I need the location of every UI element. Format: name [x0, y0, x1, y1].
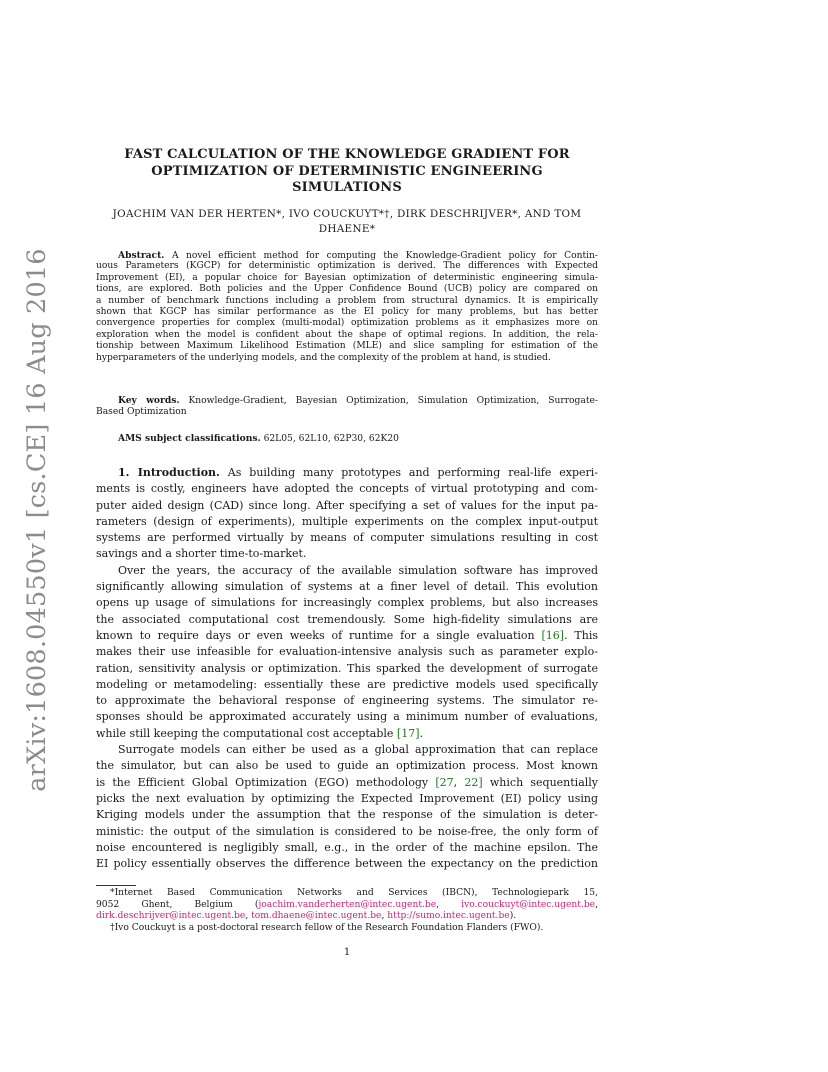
body-line: opens up usage of simulations for increasingly complex problems, but also increases [96, 596, 598, 610]
abstract-line: exploration when the model is confident about the shape of optimal regions. In addition, the rela- [96, 329, 598, 340]
abstract-line: a number of benchmark functions including a problem from structural dynamics. It is empirically [96, 295, 598, 306]
section-heading: 1. Introduction. [118, 466, 220, 479]
body-line: the associated computational cost tremendously. Some high-fidelity simulations are [96, 612, 598, 626]
arxiv-identifier: arXiv:1608.04550v1 [cs.CE] 16 Aug 2016 [22, 248, 52, 792]
body-line: significantly allowing simulation of systems at a finer level of detail. This evolution [96, 580, 598, 594]
body-text: known to require days or even weeks of runtime for a single evaluation [96, 628, 542, 642]
body-line: savings and a shorter time-to-market. [96, 547, 307, 561]
body-text: . This [564, 628, 599, 642]
ams-classification [118, 433, 399, 445]
body-line-with-citation [96, 726, 598, 742]
ams-label: AMS subject classifications. [118, 433, 261, 444]
email-link[interactable]: dirk.deschrijver@intec.ugent.be [96, 911, 246, 922]
footnote-line [96, 900, 598, 912]
title-line: OPTIMIZATION OF DETERMINISTIC ENGINEERING [151, 163, 543, 179]
body-text: while still keeping the computational cost acceptable [96, 726, 397, 740]
body-line: systems are performed virtually by means of computer simulations resulting in cost [96, 531, 598, 545]
keywords-text: Knowledge-Gradient, Bayesian Optimization, Simulation Optimization, Surrogate- [188, 396, 598, 406]
body-line: rameters (design of experiments), multiple experiments on the complex input-output [96, 514, 598, 528]
paper-title [96, 147, 598, 197]
title-line: SIMULATIONS [292, 180, 402, 195]
footnote-rule [96, 885, 136, 886]
citation-link[interactable]: [16] [541, 628, 565, 642]
citation-link[interactable]: 22] [464, 775, 483, 789]
ams-codes: 62L05, 62L10, 62P30, 62K20 [263, 434, 399, 444]
abstract-line: tions, are explored. Both policies and the Upper Confidence Bound (UCB) policy are compared on [96, 284, 598, 295]
title-line: FAST CALCULATION OF THE KNOWLEDGE GRADIENT FOR [124, 147, 570, 162]
body-text: , [453, 775, 465, 789]
intro-first-line [96, 465, 598, 481]
arxiv-sidebar [18, 248, 56, 792]
body-text: is the Efficient Global Optimization (EGO) methodology [96, 775, 436, 789]
author-line: JOACHIM VAN DER HERTEN*, IVO COUCKUYT*†, DIRK DESCHRIJVER*, AND TOM [112, 208, 582, 220]
abstract-label: Abstract. [118, 250, 165, 261]
body-line: ministic: the output of the simulation is considered to be noise-free, the only form of [96, 824, 598, 838]
footnotes [96, 888, 598, 934]
body-text: which sequentially [482, 775, 599, 789]
body-line: makes their use infeasible for evaluation-intensive analysis such as parameter explo- [96, 645, 598, 659]
email-link[interactable]: ivo.couckuyt@intec.ugent.be [461, 899, 596, 910]
abstract-line: shown that KGCP has similar performance as the EI policy for many problems, but has better [96, 306, 598, 317]
abstract [96, 250, 598, 364]
keywords-label: Key words. [118, 395, 180, 406]
abstract-line: hyperparameters of the underlying models, and the complexity of the problem at hand, is studied. [96, 352, 551, 363]
author-list [96, 207, 598, 237]
body-line: puter aided design (CAD) since long. After specifying a set of values for the input pa- [96, 498, 598, 512]
body-line: Surrogate models can either be used as a global approximation that can replace [118, 743, 598, 757]
footnote-separator: , [595, 899, 598, 910]
body-line-with-citation [96, 775, 598, 791]
citation-link[interactable]: [27 [435, 775, 454, 789]
abstract-first-line [96, 250, 598, 261]
footnote-separator: , [381, 911, 388, 922]
body-line: the simulator, but can also be used to guide an optimization process. Most known [96, 759, 598, 773]
page-number: 1 [343, 947, 351, 958]
citation-link[interactable]: [17] [396, 726, 420, 740]
footnote-separator: ). [509, 911, 517, 922]
author-line: DHAENE* [318, 223, 376, 235]
email-link[interactable]: tom.dhaene@intec.ugent.be [251, 911, 382, 922]
body-text: . [419, 726, 423, 740]
abstract-line: Improvement (EI), a popular choice for Bayesian optimization of deterministic engineering simula- [96, 272, 598, 283]
footnote-text: 9052 Ghent, Belgium ( [96, 899, 259, 910]
body-line: EI policy essentially observes the difference between the expectancy on the prediction [96, 857, 598, 871]
footnote-separator: , [436, 899, 462, 910]
keywords-line [96, 395, 598, 407]
body-line: modeling or metamodeling: essentially these are predictive models used specifically [96, 677, 598, 691]
abstract-text: A novel efficient method for computing the Knowledge-Gradient policy for Contin- [171, 251, 598, 261]
body-line: Kriging models under the assumption that the response of the simulation is deter- [96, 808, 598, 822]
footnote-line: *Internet Based Communication Networks and Services (IBCN), Technologiepark 15, [110, 888, 598, 898]
url-link[interactable]: http://sumo.intec.ugent.be [387, 911, 510, 922]
body-line: ration, sensitivity analysis or optimization. This sparked the development of surrogate [96, 661, 598, 675]
body-line: Over the years, the accuracy of the available simulation software has improved [118, 563, 598, 577]
introduction-section [96, 465, 598, 872]
abstract-line: uous Parameters (KGCP) for deterministic optimization is derived. The differences with Expected [96, 261, 598, 272]
body-text: As building many prototypes and performing real-life experi- [227, 466, 599, 479]
abstract-line: tionship between Maximum Likelihood Estimation (MLE) and slice sampling for estimation of the [96, 341, 598, 352]
body-line: picks the next evaluation by optimizing the Expected Improvement (EI) policy using [96, 791, 598, 805]
keywords [96, 395, 598, 419]
keywords-line: Based Optimization [96, 407, 187, 418]
footnote-line: †Ivo Couckuyt is a post-doctoral research fellow of the Research Foundation Flanders (FWO). [110, 922, 544, 933]
body-line: sponses should be approximated accurately using a minimum number of evaluations, [96, 710, 598, 724]
body-line: ments is costly, engineers have adopted the concepts of virtual prototyping and com- [96, 482, 598, 496]
email-link[interactable]: joachim.vanderherten@intec.ugent.be [258, 899, 437, 910]
footnote-line [96, 911, 598, 923]
footnote-separator: , [245, 911, 252, 922]
body-line: to approximate the behavioral response of engineering systems. The simulator re- [96, 694, 598, 708]
body-line: noise encountered is negligibly small, e.g., in the order of the machine epsilon. The [96, 840, 598, 854]
abstract-line: convergence properties for complex (multi-modal) optimization problems as it emphasizes more on [96, 318, 598, 329]
body-line-with-citation [96, 628, 598, 644]
